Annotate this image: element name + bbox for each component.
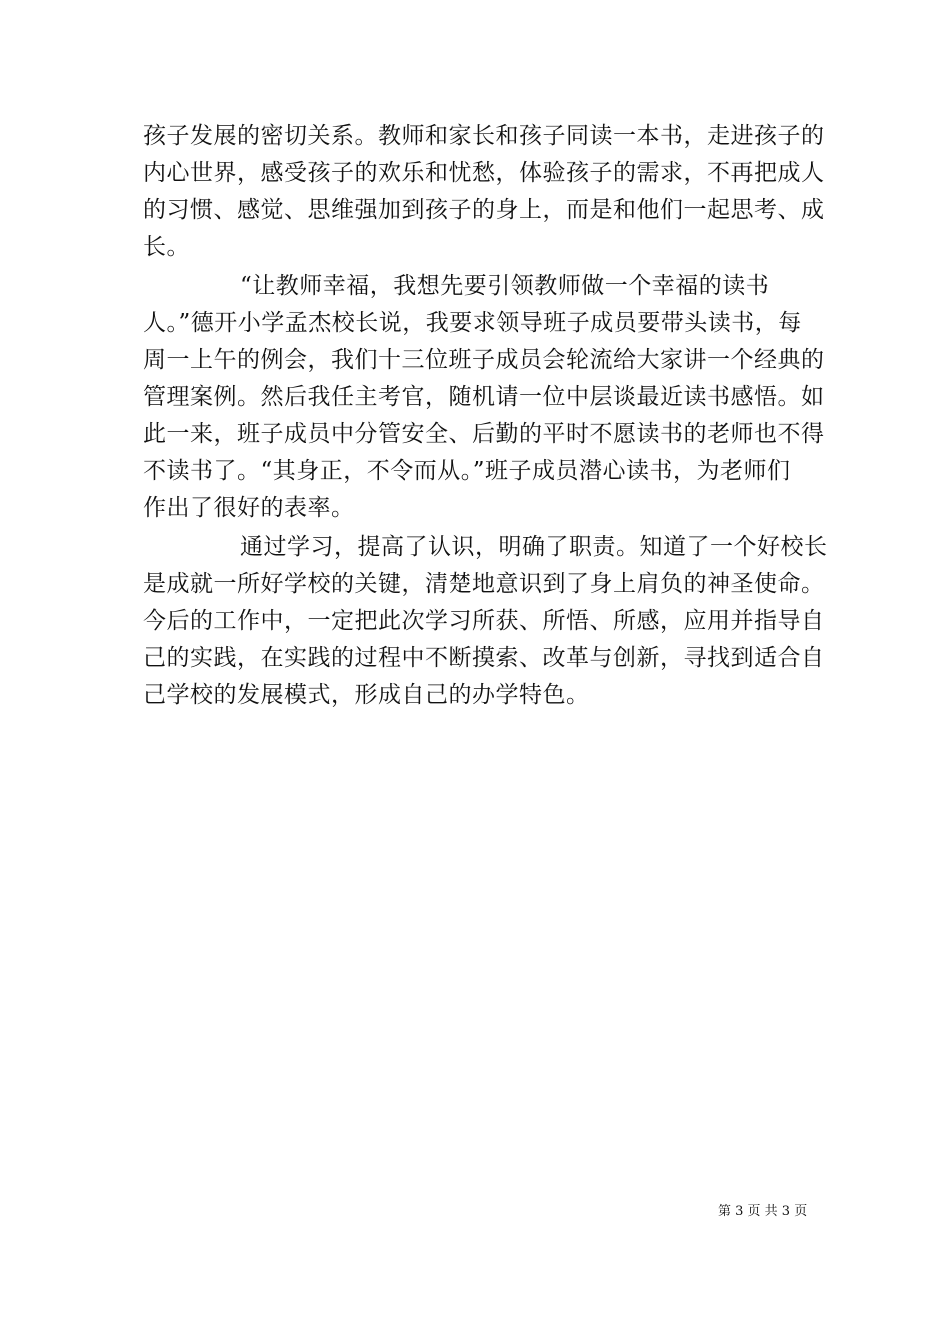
paragraph-3-line-2: 是成就一所好学校的关键，清楚地意识到了身上肩负的神圣使命。 — [143, 571, 825, 597]
paragraph-3-line-1: 通过学习，提高了认识，明确了职责。知道了一个好校长 — [240, 534, 828, 560]
paragraph-1-line-2: 内心世界，感受孩子的欢乐和忧愁，体验孩子的需求，不再把成人 — [143, 160, 825, 186]
paragraph-2-line-3: 周一上午的例会，我们十三位班子成员会轮流给大家讲一个经典的 — [143, 347, 825, 373]
page-number-footer: 第 3 页 共 3 页 — [718, 1204, 808, 1219]
paragraph-1-line-3: 的习惯、感觉、思维强加到孩子的身上，而是和他们一起思考、成 — [143, 197, 825, 223]
paragraph-1-line-1: 孩子发展的密切关系。教师和家长和孩子同读一本书，走进孩子的 — [143, 123, 825, 149]
paragraph-2-line-2: 人。”德开小学孟杰校长说，我要求领导班子成员要带头读书，每 — [143, 310, 802, 336]
paragraph-2-line-7: 作出了很好的表率。 — [143, 495, 355, 521]
paragraph-2-line-1: “让教师幸福，我想先要引领教师做一个幸福的读书 — [240, 273, 770, 299]
paragraph-3-line-4: 己的实践，在实践的过程中不断摸索、改革与创新，寻找到适合自 — [143, 645, 825, 671]
paragraph-3-line-5: 己学校的发展模式，形成自己的办学特色。 — [143, 682, 590, 708]
paragraph-1-line-4: 长。 — [143, 234, 190, 260]
paragraph-3-line-3: 今后的工作中，一定把此次学习所获、所悟、所感，应用并指导自 — [143, 608, 825, 634]
paragraph-2-line-6: 不读书了。“其身正，不令而从。”班子成员潜心读书，为老师们 — [143, 458, 791, 484]
paragraph-2-line-5: 此一来，班子成员中分管安全、后勤的平时不愿读书的老师也不得 — [143, 421, 825, 447]
paragraph-2-line-4: 管理案例。然后我任主考官，随机请一位中层谈最近读书感悟。如 — [143, 384, 825, 410]
